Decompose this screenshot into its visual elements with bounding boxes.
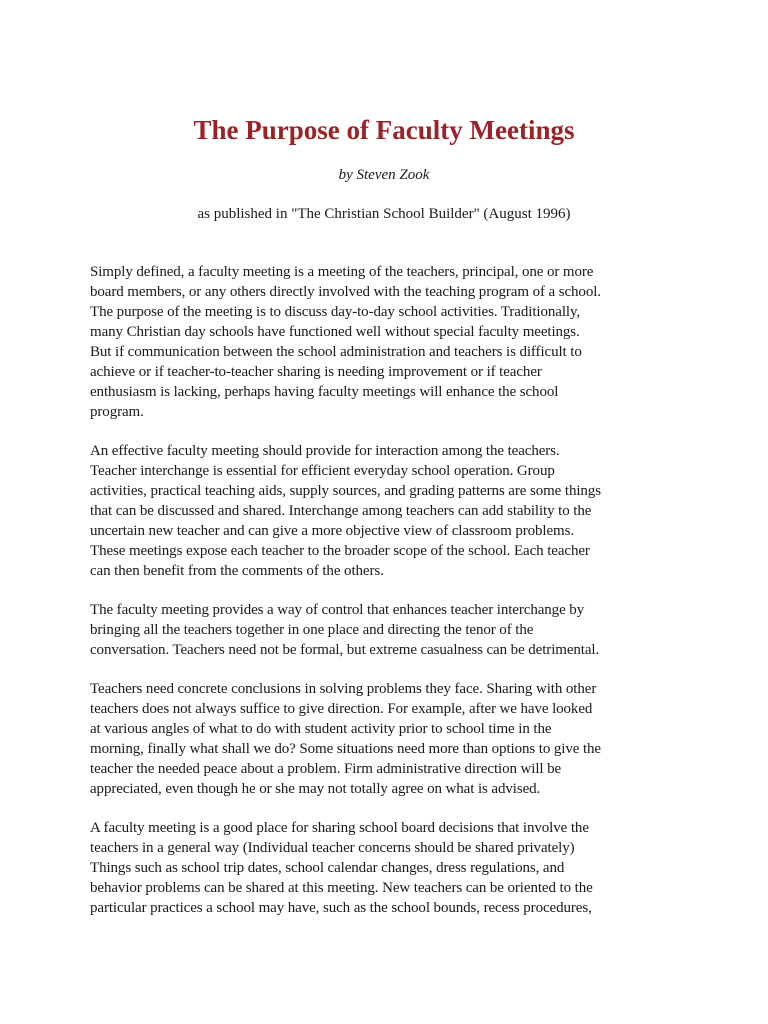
paragraph-line: Teachers need concrete conclusions in solving problems they face. Sharing with other — [90, 681, 597, 697]
paragraph-line: behavior problems can be shared at this meeting. New teachers can be oriented to the — [90, 880, 593, 896]
article-paragraph — [90, 818, 690, 918]
paragraph-line: at various angles of what to do with student activity prior to school time in the — [90, 721, 552, 737]
paragraph-line: particular practices a school may have, such as the school bounds, recess procedures, — [90, 900, 592, 916]
paragraph-line: bringing all the teachers together in one place and directing the tenor of the — [90, 622, 534, 638]
paragraph-line: enthusiasm is lacking, perhaps having faculty meetings will enhance the school — [90, 384, 559, 400]
article-body — [90, 262, 690, 937]
paragraph-line: A faculty meeting is a good place for sharing school board decisions that involve the — [90, 820, 589, 836]
paragraph-line: appreciated, even though he or she may not totally agree on what is advised. — [90, 781, 541, 797]
publication-note: as published in "The Christian School Builder" (August 1996) — [197, 206, 571, 222]
paragraph-line: board members, or any others directly involved with the teaching program of a school. — [90, 284, 601, 300]
paragraph-line: that can be discussed and shared. Interchange among teachers can add stability to the — [90, 503, 592, 519]
paragraph-line: program. — [90, 404, 144, 420]
paragraph-line: morning, finally what shall we do? Some situations need more than options to give the — [90, 741, 601, 757]
paragraph-line: achieve or if teacher-to-teacher sharing is needing improvement or if teacher — [90, 364, 542, 380]
article-paragraph — [90, 600, 690, 660]
article-paragraph — [90, 679, 690, 799]
paragraph-line: many Christian day schools have functioned well without special faculty meetings. — [90, 324, 580, 340]
paragraph-line: activities, practical teaching aids, supply sources, and grading patterns are some things — [90, 483, 601, 499]
paragraph-line: Things such as school trip dates, school calendar changes, dress regulations, and — [90, 860, 565, 876]
paragraph-line: An effective faculty meeting should provide for interaction among the teachers. — [90, 443, 560, 459]
paragraph-line: uncertain new teacher and can give a more objective view of classroom problems. — [90, 523, 574, 539]
article-paragraph — [90, 441, 690, 581]
paragraph-line: These meetings expose each teacher to the broader scope of the school. Each teacher — [90, 543, 590, 559]
page-title: The Purpose of Faculty Meetings — [193, 115, 575, 145]
paragraph-line: teachers in a general way (Individual teacher concerns should be shared privately) — [90, 840, 575, 856]
paragraph-line: Simply defined, a faculty meeting is a meeting of the teachers, principal, one or more — [90, 264, 594, 280]
paragraph-line: conversation. Teachers need not be formal, but extreme casualness can be detrimental. — [90, 642, 600, 658]
paragraph-line: The purpose of the meeting is to discuss day-to-day school activities. Traditionally, — [90, 304, 581, 320]
paragraph-line: The faculty meeting provides a way of control that enhances teacher interchange by — [90, 602, 585, 618]
article-paragraph — [90, 262, 690, 422]
author-byline: by Steven Zook — [338, 167, 430, 183]
paragraph-line: can then benefit from the comments of the others. — [90, 563, 384, 579]
paragraph-line: But if communication between the school administration and teachers is difficult to — [90, 344, 582, 360]
paragraph-line: teachers does not always suffice to give direction. For example, after we have looked — [90, 701, 593, 717]
paragraph-line: teacher the needed peace about a problem. Firm administrative direction will be — [90, 761, 562, 777]
paragraph-line: Teacher interchange is essential for efficient everyday school operation. Group — [90, 463, 555, 479]
